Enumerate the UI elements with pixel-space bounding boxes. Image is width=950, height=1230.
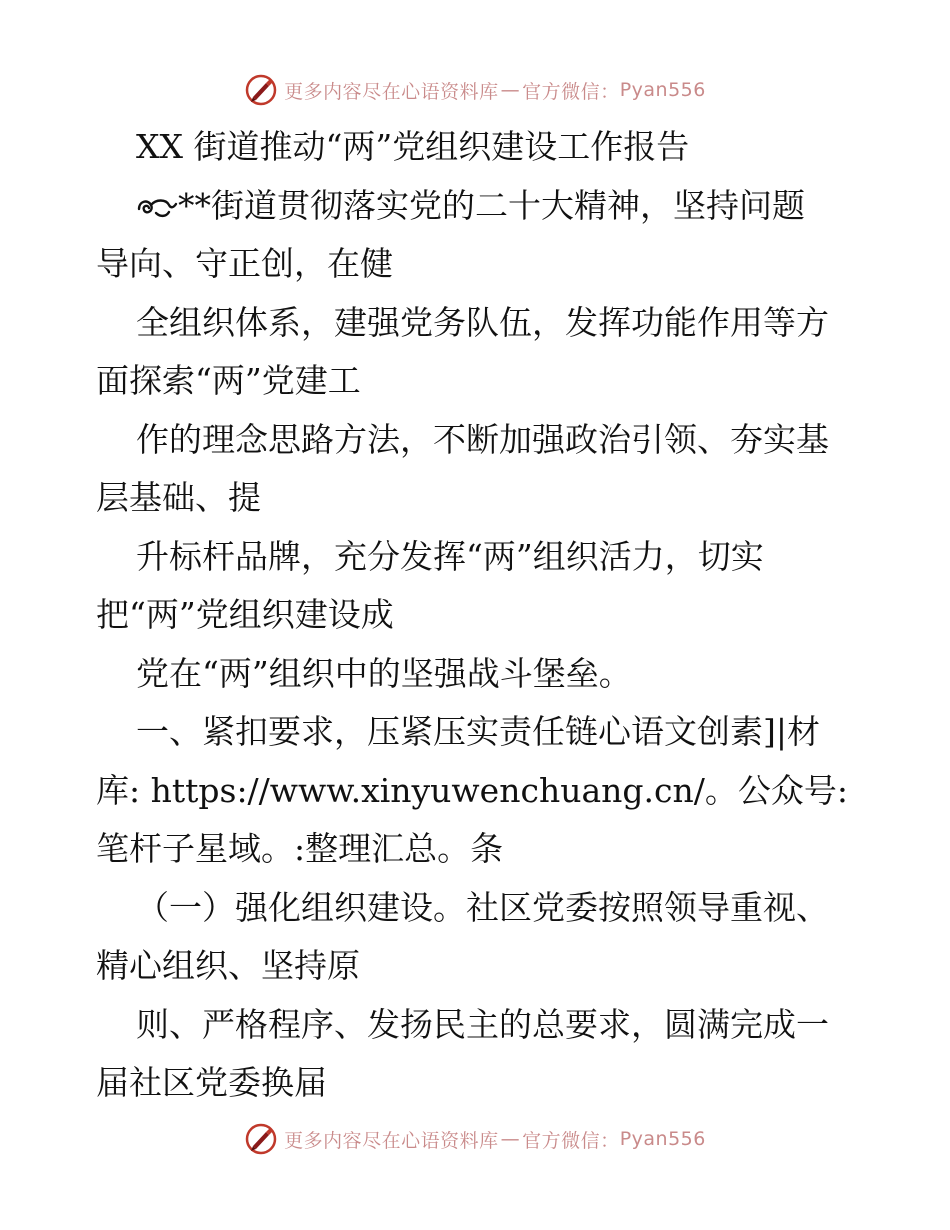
paragraph-line: 笔杆子星域。:整理汇总。条 bbox=[96, 829, 504, 868]
header-banner-wechat-id: Pyan556 bbox=[619, 79, 706, 101]
header-banner-wechat-label: 官方微信： bbox=[522, 80, 620, 103]
paragraph-line: 升标杆品牌，充分发挥“两”组织活力，切实 bbox=[136, 536, 764, 576]
paragraph-line: 把“两”党组织建设成 bbox=[96, 595, 394, 634]
paragraph-line: 面探索“两”党建工 bbox=[96, 361, 361, 400]
paragraph-line: 全组织体系，建强党务队伍，发挥功能作用等方 bbox=[136, 302, 829, 342]
swirl-ornament-icon bbox=[136, 195, 178, 221]
document-body bbox=[96, 118, 866, 1113]
paragraph-line: 作的理念思路方法，不断加强政治引领、夯实基 bbox=[136, 419, 829, 459]
header-banner-text: 更多内容尽在心语资料库 bbox=[284, 80, 499, 103]
footer-banner bbox=[0, 1119, 950, 1159]
header-banner bbox=[0, 70, 950, 110]
footer-banner-wechat-label: 官方微信： bbox=[522, 1129, 620, 1152]
paragraph-line: 则、严格程序、发扬民主的总要求，圆满完成一 bbox=[136, 1004, 829, 1044]
paragraph-line: 层基础、提 bbox=[96, 478, 261, 517]
footer-banner-text: 更多内容尽在心语资料库 bbox=[284, 1129, 499, 1152]
paragraph-line: 库: https://www.xinyuwenchuang.cn/。公众号: bbox=[96, 770, 848, 810]
paragraph-line: 精心组织、坚持原 bbox=[96, 946, 360, 985]
section-heading: 一、紧扣要求，压紧压实责任链心语文创素]|材 bbox=[136, 712, 820, 751]
footer-banner-dash: — bbox=[500, 1128, 521, 1150]
subsection-heading: （一）强化组织建设。社区党委按照领导重视、 bbox=[136, 887, 829, 927]
paragraph-line: 届社区党委换届 bbox=[96, 1063, 327, 1102]
paragraph-line: 导向、守正创，在健 bbox=[96, 244, 393, 283]
document-title: XX 街道推动“两”党组织建设工作报告 bbox=[136, 127, 690, 166]
paragraph-line bbox=[96, 177, 866, 236]
paragraph-line-text: **街道贯彻落实党的二十大精神，坚持问题 bbox=[178, 185, 805, 225]
paragraph-line: 党在“两”组织中的坚强战斗堡垒。 bbox=[136, 653, 632, 693]
footer-banner-wechat-id: Pyan556 bbox=[619, 1128, 706, 1150]
header-banner-dash: — bbox=[500, 79, 521, 101]
pen-logo-icon bbox=[244, 1122, 278, 1156]
pen-logo-icon bbox=[244, 73, 278, 107]
